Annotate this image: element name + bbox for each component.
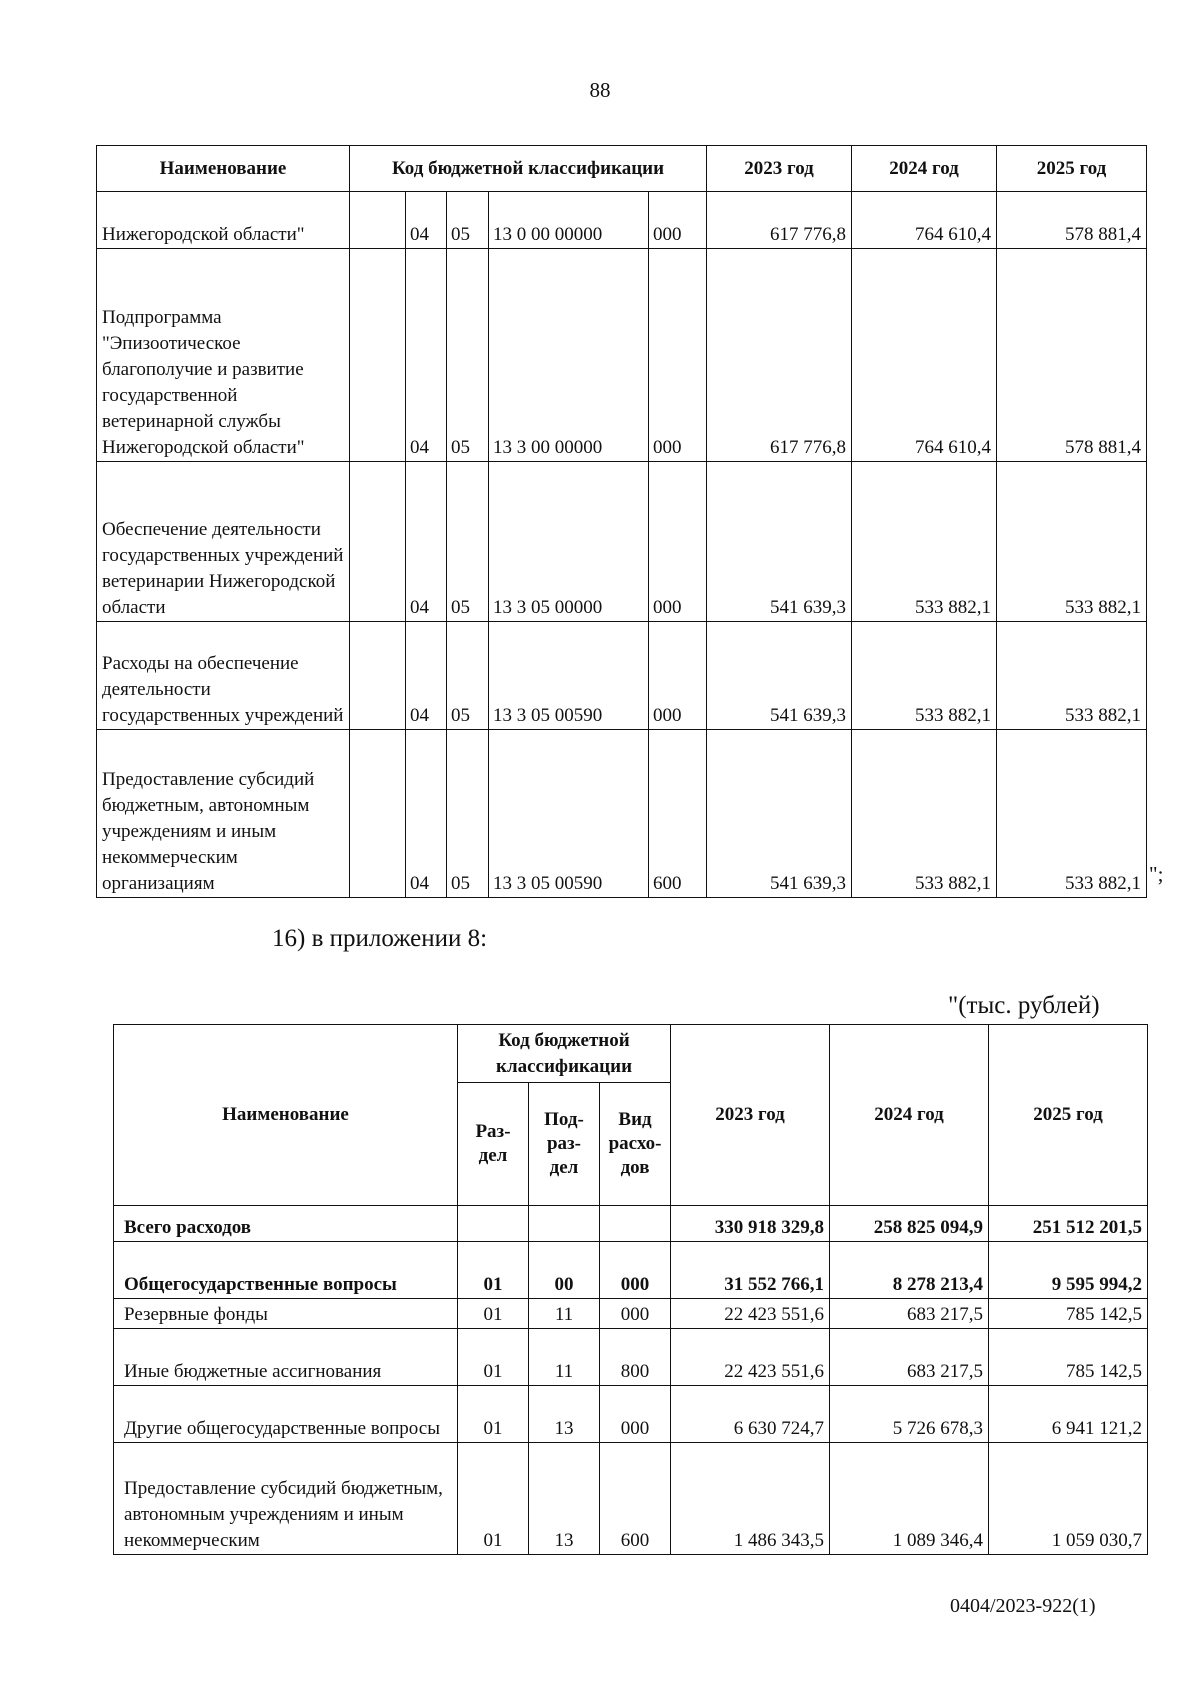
row-2025: 533 882,1 [997, 622, 1147, 730]
header-2023: 2023 год [707, 146, 852, 192]
row-expense-type: 600 [649, 730, 707, 898]
header-podrazdel: Под- раз- дел [529, 1083, 600, 1206]
closing-quote: "; [1149, 862, 1164, 886]
row-razdel: 01 [458, 1329, 529, 1386]
row-2024: 764 610,4 [852, 192, 997, 249]
row-podrazdel: 05 [447, 462, 489, 622]
section-heading: 16) в приложении 8: [272, 925, 488, 952]
header-code: Код бюджетной классификации [458, 1025, 671, 1083]
row-name: Иные бюджетные ассигнования [114, 1329, 458, 1386]
table-row [97, 730, 1147, 898]
row-razdel: 04 [406, 249, 447, 462]
row-vid: 000 [600, 1242, 671, 1299]
row-name: Общегосударственные вопросы [114, 1242, 458, 1299]
row-2023: 330 918 329,8 [671, 1206, 830, 1242]
row-vid: 800 [600, 1329, 671, 1386]
row-2025: 785 142,5 [989, 1299, 1148, 1329]
table-row [114, 1443, 1148, 1555]
row-expense-type: 000 [649, 249, 707, 462]
row-2025: 785 142,5 [989, 1329, 1148, 1386]
row-2023: 617 776,8 [707, 192, 852, 249]
row-podrazdel: 11 [529, 1329, 600, 1386]
row-code-blank [350, 622, 406, 730]
header-name: Наименование [97, 146, 350, 192]
row-vid: 000 [600, 1386, 671, 1443]
header-2025: 2025 год [997, 146, 1147, 192]
row-code-blank [350, 192, 406, 249]
row-vid: 000 [600, 1299, 671, 1329]
row-2025: 578 881,4 [997, 249, 1147, 462]
row-name: Всего расходов [114, 1206, 458, 1242]
row-podrazdel [529, 1206, 600, 1242]
table-row [114, 1242, 1148, 1299]
row-target-code: 13 3 05 00000 [489, 462, 649, 622]
row-code-blank [350, 462, 406, 622]
row-2024: 8 278 213,4 [830, 1242, 989, 1299]
row-2025: 251 512 201,5 [989, 1206, 1148, 1242]
table-row [97, 462, 1147, 622]
page-number: 88 [589, 78, 611, 102]
row-2025: 533 882,1 [997, 462, 1147, 622]
row-2024: 683 217,5 [830, 1299, 989, 1329]
row-name: Обеспечение деятельности государственных учреждений ветеринарии Нижегородской области [97, 462, 350, 622]
row-podrazdel: 05 [447, 622, 489, 730]
row-2024: 5 726 678,3 [830, 1386, 989, 1443]
row-2023: 617 776,8 [707, 249, 852, 462]
row-podrazdel: 11 [529, 1299, 600, 1329]
header-name: Наименование [114, 1025, 458, 1206]
row-razdel: 04 [406, 622, 447, 730]
row-vid: 600 [600, 1443, 671, 1555]
row-2023: 1 486 343,5 [671, 1443, 830, 1555]
row-code-blank [350, 249, 406, 462]
row-expense-type: 000 [649, 622, 707, 730]
row-name: Предоставление субсидий бюджетным, автономным учреждениям и иным некоммерческим организациям [97, 730, 350, 898]
row-target-code: 13 3 05 00590 [489, 730, 649, 898]
row-2025: 578 881,4 [997, 192, 1147, 249]
header-2024: 2024 год [852, 146, 997, 192]
row-2023: 31 552 766,1 [671, 1242, 830, 1299]
row-name: Расходы на обеспечение деятельности государственных учреждений [97, 622, 350, 730]
row-2024: 533 882,1 [852, 730, 997, 898]
row-razdel: 04 [406, 730, 447, 898]
row-podrazdel: 13 [529, 1443, 600, 1555]
row-podrazdel: 05 [447, 730, 489, 898]
table-row [97, 622, 1147, 730]
row-razdel: 04 [406, 192, 447, 249]
row-name: Предоставление субсидий бюджетным, автономным учреждениям и иным некоммерческим [114, 1443, 458, 1555]
row-razdel: 04 [406, 462, 447, 622]
row-2023: 541 639,3 [707, 462, 852, 622]
row-2025: 533 882,1 [997, 730, 1147, 898]
row-2024: 1 089 346,4 [830, 1443, 989, 1555]
row-2025: 6 941 121,2 [989, 1386, 1148, 1443]
row-2024: 683 217,5 [830, 1329, 989, 1386]
row-2024: 258 825 094,9 [830, 1206, 989, 1242]
row-razdel: 01 [458, 1386, 529, 1443]
row-2024: 764 610,4 [852, 249, 997, 462]
row-expense-type: 000 [649, 192, 707, 249]
table-row [114, 1299, 1148, 1329]
header-2023: 2023 год [671, 1025, 830, 1206]
row-razdel: 01 [458, 1443, 529, 1555]
appendix-8-table [113, 1024, 1148, 1555]
row-podrazdel: 13 [529, 1386, 600, 1443]
row-2024: 533 882,1 [852, 622, 997, 730]
row-2023: 22 423 551,6 [671, 1299, 830, 1329]
table-row [114, 1206, 1148, 1242]
budget-table-continuation [96, 145, 1147, 898]
header-2025: 2025 год [989, 1025, 1148, 1206]
row-2025: 9 595 994,2 [989, 1242, 1148, 1299]
row-2023: 541 639,3 [707, 730, 852, 898]
row-2023: 6 630 724,7 [671, 1386, 830, 1443]
row-podrazdel: 05 [447, 192, 489, 249]
document-id: 0404/2023-922(1) [950, 1595, 1096, 1617]
header-code: Код бюджетной классификации [350, 146, 707, 192]
row-vid [600, 1206, 671, 1242]
row-2025: 1 059 030,7 [989, 1443, 1148, 1555]
row-name: Подпрограмма "Эпизоотическое благополучие и развитие государственной ветеринарной службы Нижегородской области" [97, 249, 350, 462]
row-name: Резервные фонды [114, 1299, 458, 1329]
row-code-blank [350, 730, 406, 898]
row-razdel: 01 [458, 1242, 529, 1299]
row-target-code: 13 3 05 00590 [489, 622, 649, 730]
row-target-code: 13 0 00 00000 [489, 192, 649, 249]
row-name: Другие общегосударственные вопросы [114, 1386, 458, 1443]
table-row [97, 192, 1147, 249]
row-2023: 541 639,3 [707, 622, 852, 730]
unit-note: "(тыс. рублей) [948, 992, 1100, 1019]
row-name: Нижегородской области" [97, 192, 350, 249]
row-podrazdel: 05 [447, 249, 489, 462]
header-razdel: Раз- дел [458, 1083, 529, 1206]
row-razdel [458, 1206, 529, 1242]
row-2023: 22 423 551,6 [671, 1329, 830, 1386]
table-row [114, 1386, 1148, 1443]
table-row [97, 249, 1147, 462]
row-podrazdel: 00 [529, 1242, 600, 1299]
table-row [114, 1329, 1148, 1386]
row-razdel: 01 [458, 1299, 529, 1329]
row-2024: 533 882,1 [852, 462, 997, 622]
row-target-code: 13 3 00 00000 [489, 249, 649, 462]
header-2024: 2024 год [830, 1025, 989, 1206]
header-vid: Вид расхо- дов [600, 1083, 671, 1206]
row-expense-type: 000 [649, 462, 707, 622]
